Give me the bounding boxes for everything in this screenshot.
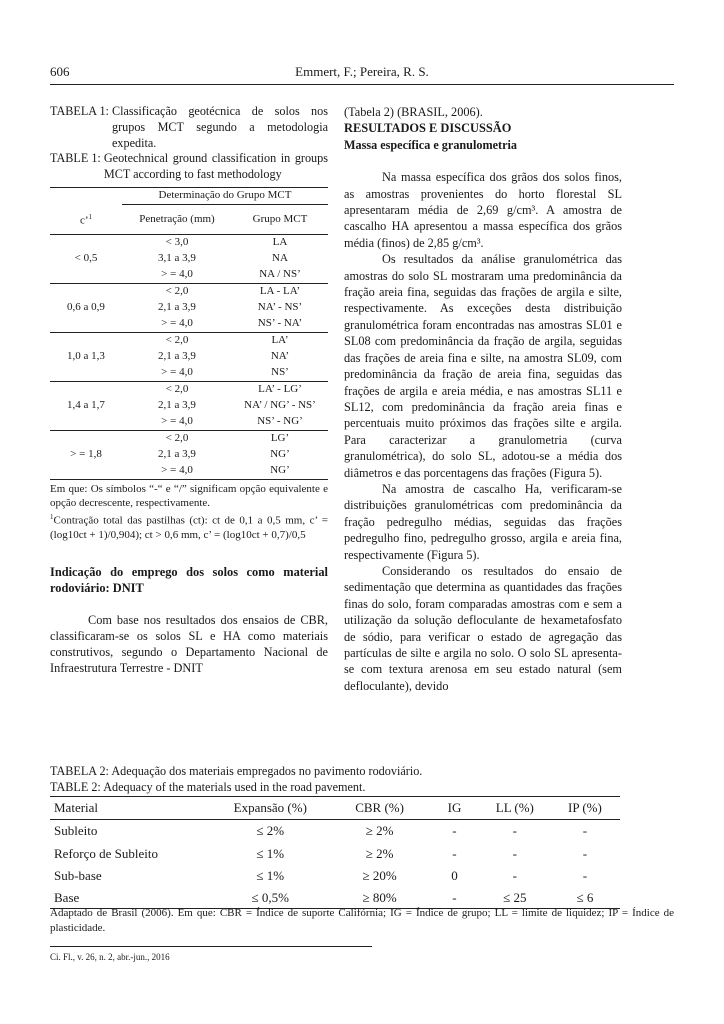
table2-caption (50, 764, 674, 795)
table1-cell-group: NA’ / NG’ - NS’ (244, 399, 316, 412)
table2-cell-expansion: ≤ 1% (256, 845, 285, 861)
table2-row (50, 820, 620, 843)
table1-cell-penetration: 3,1 a 3,9 (158, 252, 196, 265)
table1-col-c: c’$^1$ (50, 204, 122, 234)
table2-cell-ip: - (582, 823, 588, 839)
table1-cell-c: < 0,5 (74, 252, 98, 265)
table2-header-row (50, 797, 620, 820)
table2-caption-en: TABLE 2: Adequacy of the materials used in the road pavement. (50, 779, 366, 794)
table1-caption-en-text: Geotechnical ground classification in groups MCT according to fast methodology (103, 151, 328, 182)
table2-cell-ll: ≤ 25 (480, 888, 550, 909)
table2-row (50, 865, 620, 888)
table2-cell-cbr: ≥ 2% (365, 845, 394, 861)
page-number: 606 (50, 64, 70, 79)
table1-cell-penetration: > = 4,0 (122, 463, 232, 480)
table1-cell-penetration: < 2,0 (122, 332, 232, 349)
table1-cell-group: LA - LA’ (232, 283, 328, 300)
section-heading-dnit: Indicação do emprego dos solos como material rodoviário: DNIT (50, 564, 328, 595)
table1-cell-group: NS’ (271, 366, 289, 379)
table2-col-material: Material (50, 797, 211, 820)
table2-cell-ig: - (452, 823, 457, 839)
table1-cell-c: > = 1,8 (50, 430, 122, 479)
table2-cell-cbr: ≥ 20% (362, 868, 397, 884)
table1-cell-group: NS’ - NG’ (257, 415, 303, 428)
table2-col-ll: LL (%) (480, 797, 550, 820)
table1-cell-penetration: 2,1 a 3,9 (158, 399, 196, 412)
table1-col-group: Grupo MCT (232, 204, 328, 234)
table1-note-symbols: Em que: Os símbolos “-“ e “/” significam opção equivalente e opção decrescente, respectivamente. (50, 482, 328, 509)
table1-cell-penetration: > = 4,0 (161, 317, 193, 330)
table2-row (50, 888, 620, 909)
table1-cell-c: 0,6 a 0,9 (50, 283, 122, 332)
table1-cell-c: 1,4 a 1,7 (50, 381, 122, 430)
paragraph-dnit: Com base nos resultados dos ensaios de CBR, classificaram-se os solos SL e HA como materiais construtivos, segundo o Departamento Nacional de Infraestrutura Terrestre - DNIT (50, 612, 328, 676)
left-column (50, 104, 328, 676)
table2-cell-ig: - (452, 845, 457, 861)
table2-cell-ip: - (582, 845, 588, 861)
table1-cell-penetration: 2,1 a 3,9 (158, 350, 196, 363)
table1-cell-penetration: < 3,0 (165, 236, 189, 249)
table1-cell-penetration: < 2,0 (122, 430, 232, 447)
table1-cell-group: NA’ (270, 350, 290, 363)
table1 (50, 187, 328, 480)
table1-caption-en (50, 151, 328, 183)
table1-caption-en-label: TABLE 1: (50, 151, 104, 166)
table1-cell-group: NS’ - NA’ (257, 317, 303, 330)
table1-col-penetration: Penetração (mm) (122, 204, 232, 234)
table2-cell-material: Subleito (54, 823, 98, 839)
section-heading-results: RESULTADOS E DISCUSSÃO (344, 121, 512, 136)
table1-cell-group: NA (272, 252, 288, 265)
table1-caption-pt-text: Classificação geotécnica de solos nos grupos MCT segundo a metodologia expedita. (112, 104, 328, 150)
footer-rule (50, 946, 372, 947)
table1-caption-pt-label: TABELA 1: (50, 104, 112, 118)
table1-row (50, 234, 328, 251)
table1-cell-group: LA’ (232, 332, 328, 349)
footer-citation: Ci. Fl., v. 26, n. 2, abr.-jun., 2016 (50, 952, 170, 962)
table2 (50, 796, 620, 909)
table1-row (50, 283, 328, 300)
table1-cell-group: NA / NS’ (259, 268, 301, 281)
table2-row (50, 843, 620, 866)
table2-cell-ip: ≤ 6 (550, 888, 620, 909)
table2-cell-ig: 0 (451, 868, 458, 884)
paragraph-specific-mass: Na massa específica dos grãos dos solos finos, as amostras provenientes do horto florestal SL apresentaram média de 2,69 g/cm³. A amostra de cascalho HA apresentou a massa específica dos grãos média (finos) de 2,85 g/cm³. (344, 170, 622, 250)
table2-body (50, 820, 620, 909)
table1-cell-group: LA’ - LG’ (232, 381, 328, 398)
table1-caption-pt (50, 104, 328, 151)
table2-cell-ll: - (512, 868, 517, 884)
table2-caption-pt: TABELA 2: Adequação dos materiais empregados no pavimento rodoviário. (50, 764, 423, 778)
table2-note: Adaptado de Brasil (2006). Em que: CBR = Índice de suporte Califórnia; IG = Índice de grupo; LL = limite de liquidez; IP = Índice de plasticidade. (50, 907, 674, 934)
table1-cell-group: LG’ (232, 430, 328, 447)
running-header-authors: Emmert, F.; Pereira, R. S. (295, 64, 429, 79)
table1-cell-c: 1,0 a 1,3 (50, 332, 122, 381)
paragraph-sedimentation: Considerando os resultados do ensaio de sedimentação que determina as quantidades das frações finas do solo, foram comparadas amostras com e sem a utilização da solução defloculante de hexametafosfato de sódio, para verificar o estado de agregação das partículas de silte e argila no solo. O solo SL apresenta-se com textura arenosa em seu estado natural (sem defloculante), devido (344, 563, 622, 693)
table1-cell-penetration: < 2,0 (122, 283, 232, 300)
table2-cell-ll: - (512, 845, 517, 861)
table1-row (50, 430, 328, 447)
table2-cell-material: Sub-base (54, 868, 102, 884)
table1-row (50, 381, 328, 398)
table1-body (50, 234, 328, 479)
table1-cell-group: NA’ - NS’ (257, 301, 303, 314)
table2-cell-ll: - (512, 823, 517, 839)
table1-note (50, 482, 328, 542)
table2-cell-expansion: ≤ 0,5% (211, 888, 330, 909)
table1-row (50, 332, 328, 349)
table1-cell-penetration: > = 4,0 (161, 268, 193, 281)
right-column (344, 104, 622, 694)
table1-cell-penetration: 2,1 a 3,9 (158, 448, 196, 461)
table2-cell-expansion: ≤ 1% (256, 868, 285, 884)
table1-cell-penetration: > = 4,0 (161, 415, 193, 428)
table1-group-header: Determinação do Grupo MCT (122, 187, 328, 204)
table2-cell-cbr: ≥ 2% (365, 823, 394, 839)
table2-cell-material: Reforço de Subleito (54, 845, 158, 861)
table2-cell-expansion: ≤ 2% (256, 823, 285, 839)
table2-col-cbr: CBR (%) (330, 797, 429, 820)
table1-cell-penetration: < 2,0 (122, 381, 232, 398)
table2-cell-material: Base (50, 888, 211, 909)
table2-cell-cbr: ≥ 80% (330, 888, 429, 909)
table1-cell-group: LA (272, 236, 288, 249)
table1-cell-penetration: > = 4,0 (161, 366, 193, 379)
subsection-heading-granulometry: Massa específica e granulometria (344, 137, 517, 152)
table2-col-ip: IP (%) (550, 797, 620, 820)
paragraph-granulometry-sl: Os resultados da análise granulométrica das amostras do solo SL mostraram uma predominância da fração areia fina, seguidas das frações de argila e silte, respectivamente. As exceções desta distribuição granulométrica foram encontradas nas amostras SL01 e SL08 com predominância da fração de argila, seguidas das frações de areia fina e silte, na amostra SL09, com predominância da fração de areia fina, seguidas das frações de argila e areia média, e nas amostras SL11 e SL12, com predominância da fração areia finas e percentuais muito próximos das frações silte e argila. Para caracterizar a granulometria (curva granulométrica), do solo SL, adotou-se a média dos diâmetros e das porcentagens das frações (Figura 5). (344, 252, 622, 480)
table2-col-expansion: Expansão (%) (211, 797, 330, 820)
table1-note-contraction: $^1$Contração total das pastilhas (ct): ct de 0,1 a 0,5 mm, c’ = (log10ct + 1)/0,904); ct > 0,6 mm, c’ = (log10ct + 0,7)/0,5 (50, 512, 328, 541)
table1-cell-penetration: 2,1 a 3,9 (158, 301, 196, 314)
paragraph-granulometry-ha: Na amostra de cascalho Ha, verificaram-se distribuições granulométricas com predominância da fração pedregulho médias, seguidas das frações pedregulho fino, pedregulho grosso, argila e areia fina, respectivamente (Figura 5). (344, 481, 622, 562)
table2-col-ig: IG (429, 797, 480, 820)
table2-cell-ig: - (429, 888, 480, 909)
table2-cell-ip: - (582, 868, 588, 884)
paragraph-lead: (Tabela 2) (BRASIL, 2006). (344, 105, 483, 119)
table1-cell-group: NG’ (270, 448, 290, 461)
header-rule (50, 84, 674, 85)
table1-cell-group: NG’ (232, 463, 328, 480)
